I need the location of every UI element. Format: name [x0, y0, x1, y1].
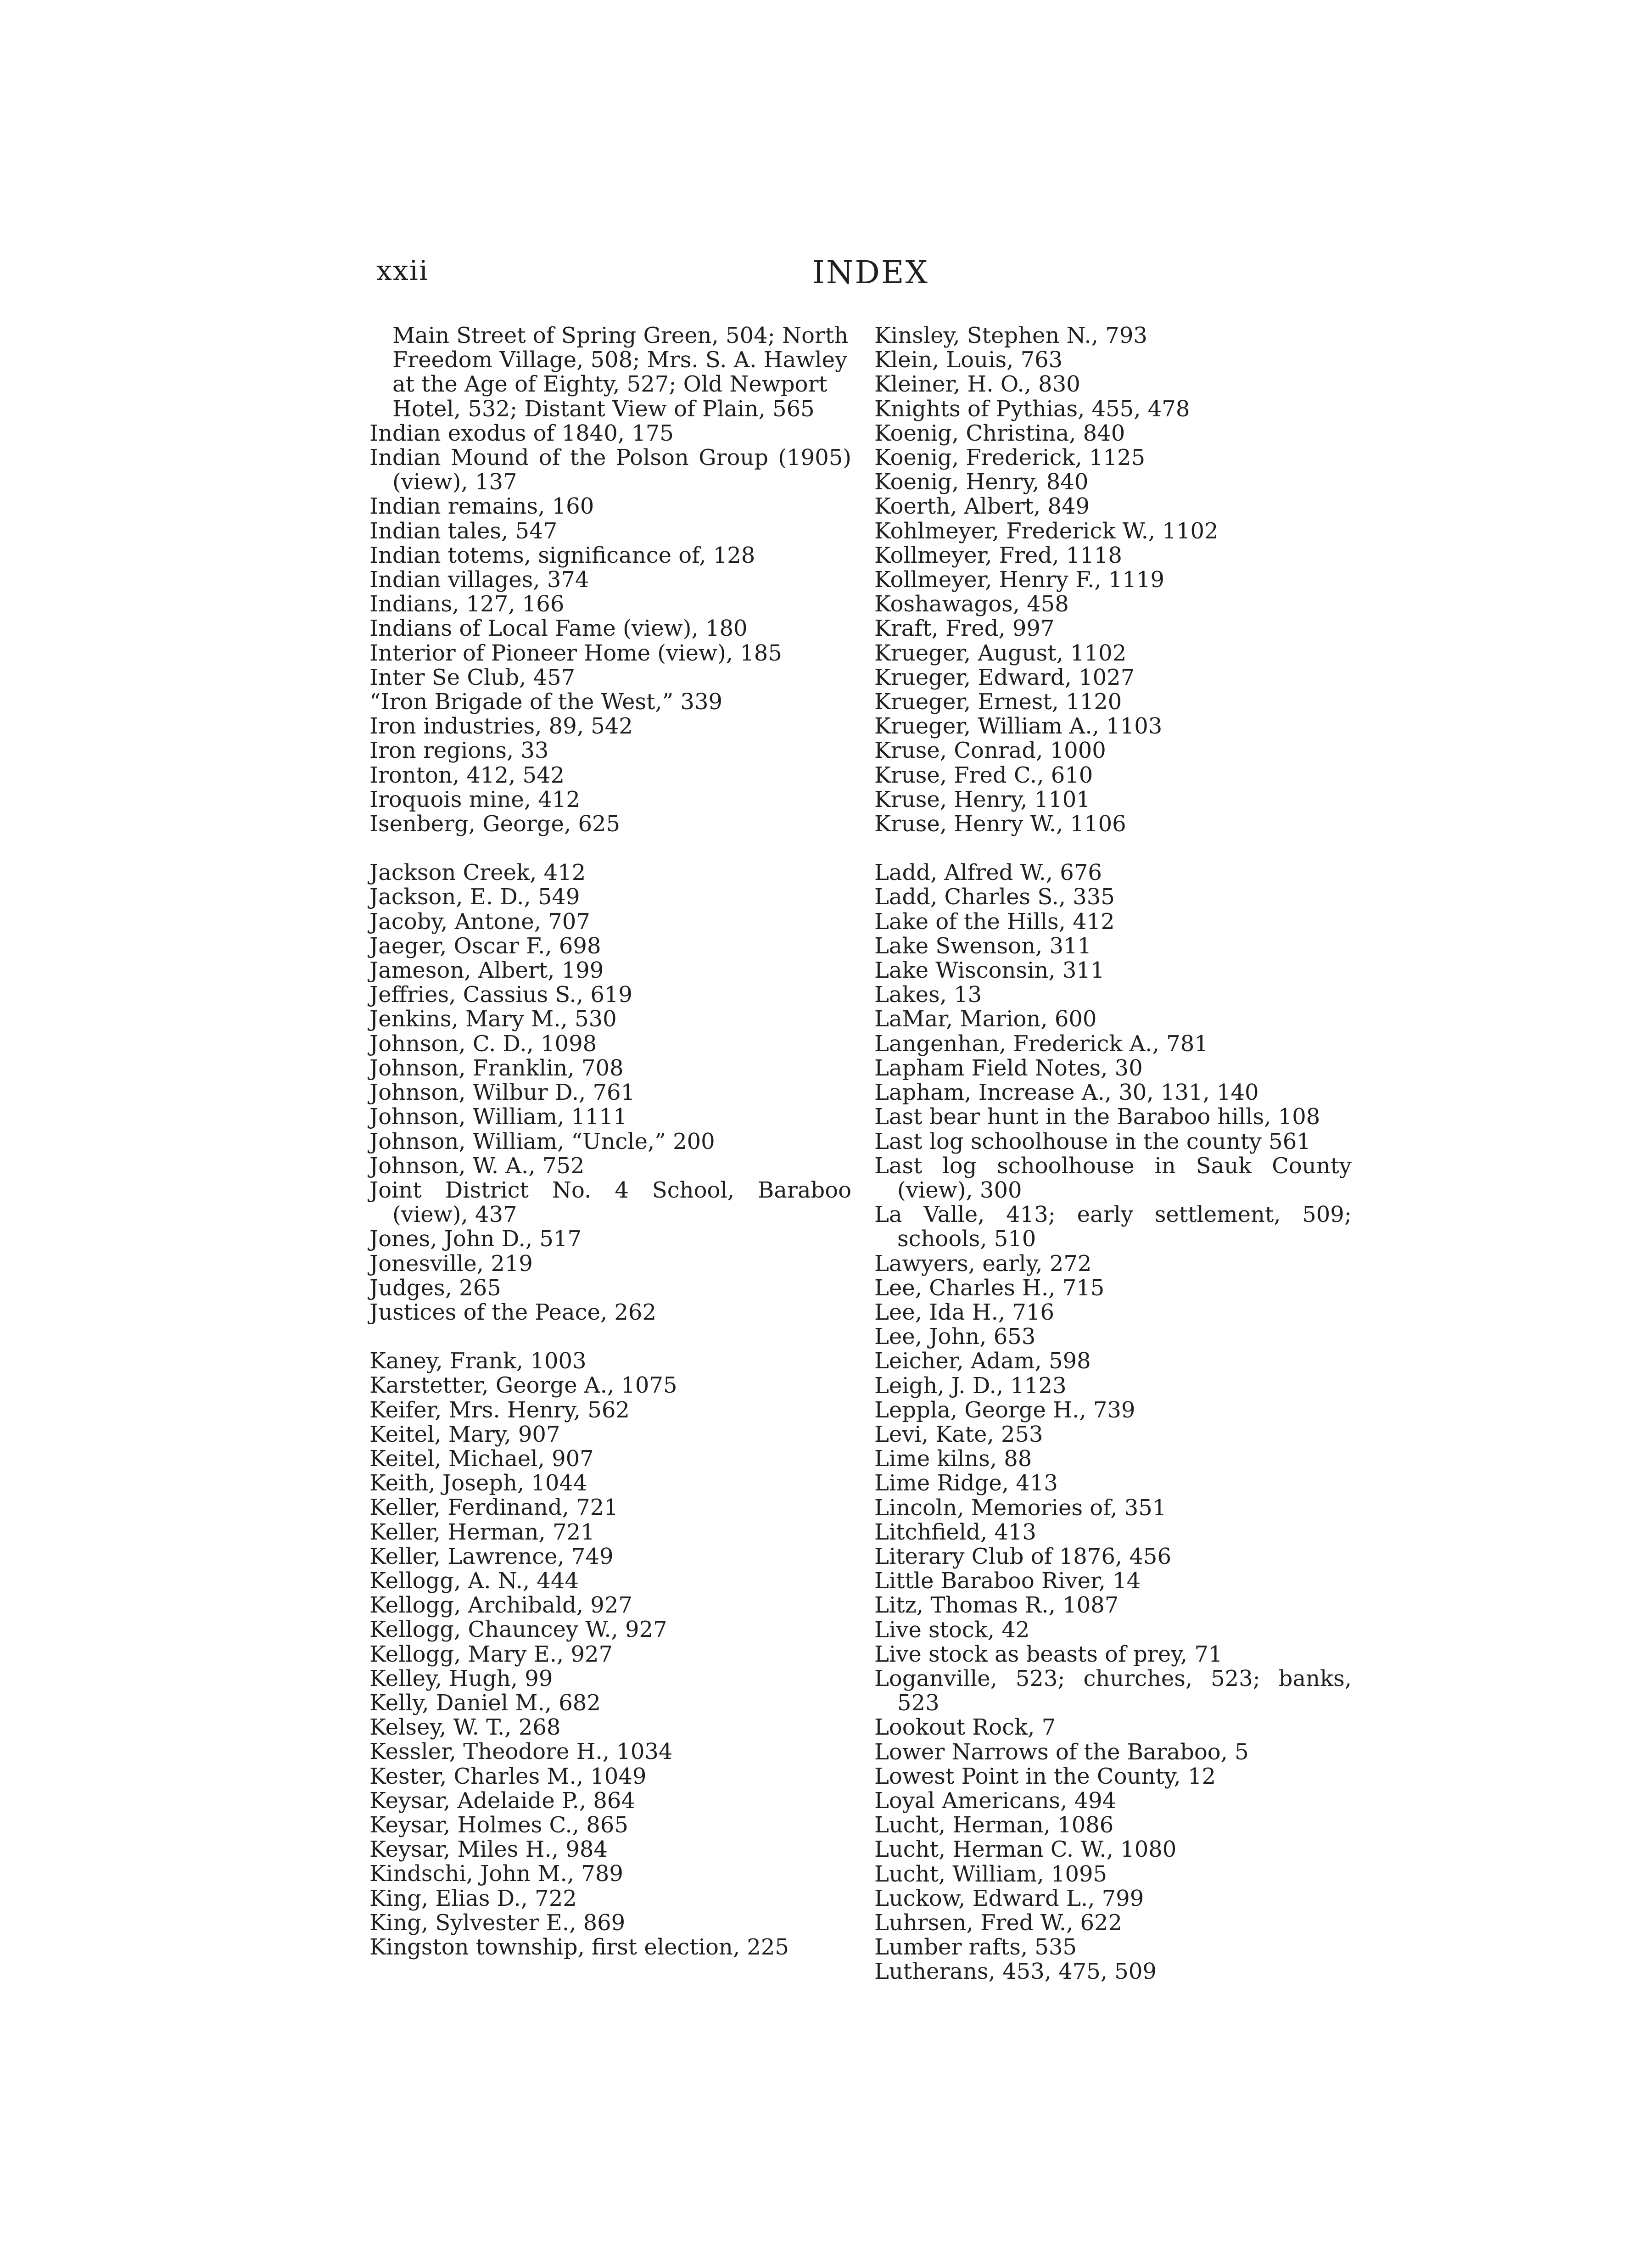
index-entry: Krueger, William A., 1103 — [874, 713, 1163, 739]
index-entry: Kellogg, A. N., 444 — [369, 1568, 579, 1594]
index-entry: Keifer, Mrs. Henry, 562 — [369, 1397, 630, 1423]
index-entry: Lee, John, 653 — [874, 1324, 1036, 1350]
index-entry: Literary Club of 1876, 456 — [874, 1543, 1171, 1569]
index-entry: Keith, Joseph, 1044 — [369, 1470, 587, 1496]
index-entry: Jeffries, Cassius S., 619 — [369, 982, 632, 1008]
index-entry: Lawyers, early, 272 — [874, 1250, 1092, 1277]
index-entry: Kruse, Henry, 1101 — [874, 786, 1091, 812]
index-entry: Karstetter, George A., 1075 — [369, 1372, 677, 1399]
index-entry: Lime Ridge, 413 — [874, 1470, 1058, 1496]
index-entry: Jacoby, Antone, 707 — [369, 908, 590, 935]
index-entry: Kaney, Frank, 1003 — [369, 1348, 587, 1374]
index-entry: Jonesville, 219 — [369, 1250, 533, 1277]
index-entry: Keysar, Adelaide P., 864 — [369, 1787, 635, 1814]
index-entry: Last log schoolhouse in the county 561 — [874, 1128, 1311, 1154]
index-entry: Indians, 127, 166 — [369, 591, 565, 617]
index-entry: Indian remains, 160 — [369, 493, 594, 520]
index-column-left — [369, 324, 851, 1960]
index-entry: Iron regions, 33 — [369, 738, 549, 764]
letter-group-gap — [369, 1325, 851, 1349]
index-entry: Koenig, Henry, 840 — [874, 469, 1089, 495]
index-entry: Lucht, Herman, 1086 — [874, 1812, 1114, 1838]
index-entry: Loyal Americans, 494 — [874, 1787, 1117, 1814]
index-entry: Indian Mound of the Polson Group (1905) (view), 137 — [369, 445, 851, 495]
index-entry: Krueger, Ernest, 1120 — [874, 689, 1122, 715]
index-entry: Jones, John D., 517 — [369, 1226, 582, 1252]
index-entry: Lincoln, Memories of, 351 — [874, 1495, 1167, 1521]
index-entry: Kessler, Theodore H., 1034 — [369, 1739, 673, 1765]
index-entry: Kraft, Fred, 997 — [874, 616, 1055, 642]
index-entry: Kellogg, Mary E., 927 — [369, 1641, 613, 1667]
running-head — [0, 255, 1633, 296]
index-entry-continuation: Main Street of Spring Green, 504; North Freedom Village, 508; Mrs. S. A. Hawley at the Age of Eighty, 527; Old Newport Hotel, 532; Distant View of Plain, 565 — [392, 323, 849, 422]
index-entry: Lapham, Increase A., 30, 131, 140 — [874, 1080, 1259, 1106]
index-entry: Ladd, Alfred W., 676 — [874, 860, 1102, 886]
index-entry: LaMar, Marion, 600 — [874, 1006, 1097, 1032]
index-entry: Keller, Lawrence, 749 — [369, 1543, 614, 1569]
index-entry: Levi, Kate, 253 — [874, 1421, 1043, 1447]
letter-group-gap — [369, 836, 851, 861]
index-entry: Lower Narrows of the Baraboo, 5 — [874, 1739, 1249, 1765]
index-entry: Inter Se Club, 457 — [369, 664, 576, 690]
index-entry: “Iron Brigade of the West,” 339 — [369, 689, 723, 715]
index-entry: Kruse, Henry W., 1106 — [874, 811, 1126, 837]
index-entry: Lake of the Hills, 412 — [874, 908, 1115, 935]
index-entry: Kellogg, Archibald, 927 — [369, 1592, 632, 1618]
index-entry: Keitel, Mary, 907 — [369, 1421, 560, 1447]
index-entry: Little Baraboo River, 14 — [874, 1568, 1141, 1594]
index-entry: Langenhan, Frederick A., 781 — [874, 1030, 1208, 1057]
index-entry: Koenig, Christina, 840 — [874, 420, 1125, 446]
index-entry: Indian villages, 374 — [369, 567, 589, 593]
index-entry: Kindschi, John M., 789 — [369, 1861, 623, 1887]
index-entry: Lucht, Herman C. W., 1080 — [874, 1837, 1177, 1863]
index-entry: Koshawagos, 458 — [874, 591, 1069, 617]
index-entry: Kruse, Conrad, 1000 — [874, 738, 1106, 764]
index-entry: Indians of Local Fame (view), 180 — [369, 616, 748, 642]
index-entry: Keysar, Miles H., 984 — [369, 1837, 608, 1863]
index-entry: Koenig, Frederick, 1125 — [874, 445, 1146, 471]
letter-group-gap — [874, 836, 1352, 861]
index-entry: Koerth, Albert, 849 — [874, 493, 1090, 520]
index-entry: Kester, Charles M., 1049 — [369, 1763, 647, 1789]
index-entry: King, Elias D., 722 — [369, 1885, 577, 1911]
index-entry: Kelsey, W. T., 268 — [369, 1714, 561, 1741]
index-entry: Lutherans, 453, 475, 509 — [874, 1959, 1157, 1985]
index-entry: Isenberg, George, 625 — [369, 811, 621, 837]
index-entry: Johnson, Franklin, 708 — [369, 1055, 624, 1081]
index-entry: Kruse, Fred C., 610 — [874, 762, 1093, 788]
index-entry: Lucht, William, 1095 — [874, 1861, 1107, 1887]
index-entry: Leppla, George H., 739 — [874, 1397, 1135, 1423]
index-entry: Johnson, William, 1111 — [369, 1104, 627, 1130]
index-entry: Jaeger, Oscar F., 698 — [369, 933, 601, 959]
index-entry: Luhrsen, Fred W., 622 — [874, 1910, 1123, 1936]
index-entry: Indian tales, 547 — [369, 518, 558, 544]
index-entry: Keller, Ferdinand, 721 — [369, 1495, 618, 1521]
index-column-right — [874, 324, 1352, 1984]
index-entry: Lumber rafts, 535 — [874, 1934, 1077, 1960]
index-entry: Keitel, Michael, 907 — [369, 1445, 594, 1472]
index-entry: Krueger, August, 1102 — [874, 640, 1127, 666]
index-entry: Lake Wisconsin, 311 — [874, 958, 1105, 984]
index-entry: Johnson, William, “Uncle,” 200 — [369, 1128, 715, 1154]
index-entry: Joint District No. 4 School, Baraboo (view), 437 — [369, 1177, 851, 1228]
index-entry: Jenkins, Mary M., 530 — [369, 1006, 617, 1032]
index-entry: Leicher, Adam, 598 — [874, 1348, 1091, 1374]
index-entry: Lake Swenson, 311 — [874, 933, 1092, 959]
index-entry: Kelly, Daniel M., 682 — [369, 1690, 601, 1716]
index-entry: Jackson Creek, 412 — [369, 860, 586, 886]
index-entry: Klein, Louis, 763 — [874, 347, 1063, 373]
index-entry: Indian exodus of 1840, 175 — [369, 420, 674, 446]
index-entry: Johnson, C. D., 1098 — [369, 1030, 597, 1057]
index-entry: Kleiner, H. O., 830 — [874, 371, 1080, 398]
index-entry: Lookout Rock, 7 — [874, 1714, 1056, 1741]
index-entry: Indian totems, significance of, 128 — [369, 542, 755, 568]
index-entry: Loganville, 523; churches, 523; banks, 523 — [874, 1665, 1352, 1716]
index-entry: Kollmeyer, Henry F., 1119 — [874, 567, 1165, 593]
index-entry: Ironton, 412, 542 — [369, 762, 565, 788]
index-entry: Last log schoolhouse in Sauk County (view), 300 — [874, 1153, 1352, 1203]
index-entry: Lee, Ida H., 716 — [874, 1299, 1055, 1325]
index-entry: Keller, Herman, 721 — [369, 1519, 595, 1545]
index-entry: Justices of the Peace, 262 — [369, 1299, 656, 1325]
index-entry: Kinsley, Stephen N., 793 — [874, 323, 1147, 348]
index-entry: Lakes, 13 — [874, 982, 982, 1008]
index-entry: Jackson, E. D., 549 — [369, 884, 580, 910]
index-entry: Lee, Charles H., 715 — [874, 1275, 1105, 1301]
index-entry: Live stock, 42 — [874, 1617, 1030, 1643]
index-entry: Kelley, Hugh, 99 — [369, 1665, 553, 1691]
index-entry: Johnson, W. A., 752 — [369, 1153, 585, 1179]
index-entry: Litz, Thomas R., 1087 — [874, 1592, 1119, 1618]
index-entry: La Valle, 413; early settlement, 509; schools, 510 — [874, 1202, 1352, 1252]
index-entry: Jameson, Albert, 199 — [369, 958, 604, 984]
index-entry: Krueger, Edward, 1027 — [874, 664, 1135, 690]
index-entry: Live stock as beasts of prey, 71 — [874, 1641, 1223, 1667]
index-entry: Kohlmeyer, Frederick W., 1102 — [874, 518, 1219, 544]
index-entry: Lime kilns, 88 — [874, 1446, 1032, 1472]
index-entry: Leigh, J. D., 1123 — [874, 1372, 1067, 1399]
index-entry: Knights of Pythias, 455, 478 — [874, 396, 1190, 422]
index-entry: Kingston township, first election, 225 — [369, 1934, 789, 1960]
index-entry: Kellogg, Chauncey W., 927 — [369, 1617, 667, 1643]
index-entry: Iron industries, 89, 542 — [369, 713, 633, 739]
index-entry: Iroquois mine, 412 — [369, 786, 580, 812]
index-entry: Luckow, Edward L., 799 — [874, 1885, 1144, 1911]
index-entry: Lapham Field Notes, 30 — [874, 1055, 1143, 1081]
page-title: INDEX — [812, 255, 929, 291]
index-entry: Litchfield, 413 — [874, 1519, 1036, 1545]
index-entry: Kollmeyer, Fred, 1118 — [874, 542, 1122, 568]
index-entry: Last bear hunt in the Baraboo hills, 108 — [874, 1104, 1320, 1130]
index-entry: King, Sylvester E., 869 — [369, 1910, 626, 1936]
index-entry: Judges, 265 — [369, 1275, 501, 1301]
index-entry: Lowest Point in the County, 12 — [874, 1763, 1216, 1789]
index-entry: Interior of Pioneer Home (view), 185 — [369, 640, 782, 666]
index-entry: Johnson, Wilbur D., 761 — [369, 1080, 635, 1106]
index-entry: Ladd, Charles S., 335 — [874, 884, 1115, 910]
page-number: xxii — [376, 255, 429, 287]
index-entry: Keysar, Holmes C., 865 — [369, 1812, 628, 1838]
